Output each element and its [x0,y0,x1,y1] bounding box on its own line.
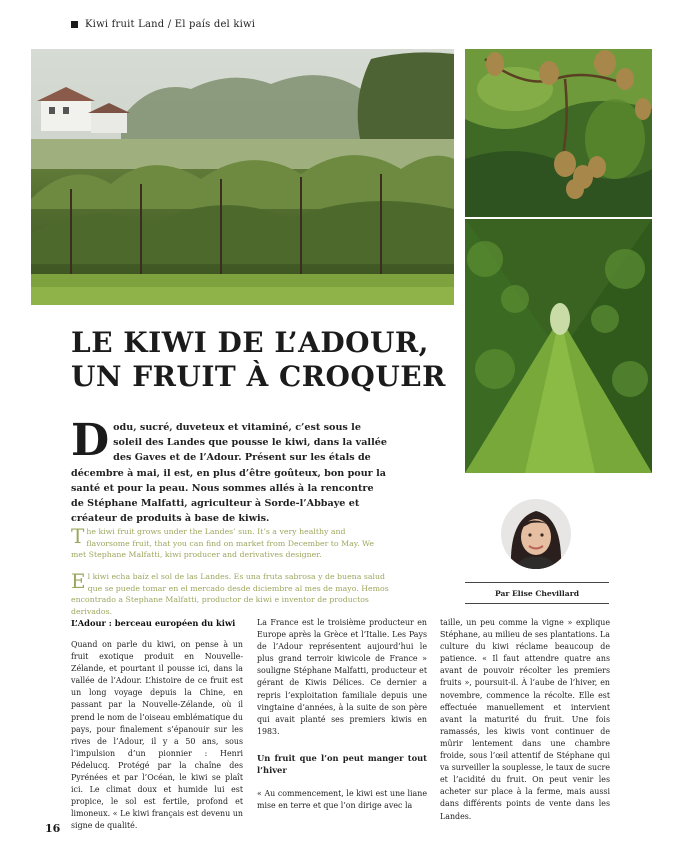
column-2-text: La France est le troisième producteur en Europe après la Grèce et l’Italie. Les Pays de l’Adour représentent aujourd’hui le plus grand terroir kiwicole de France » souligne Stéphane Malfatti, producteur et gérant de Kiwis Délices. Ce dernier a repris l’exploitation familiale depuis une vingtaine d’années, à la suite de son père qui avait planté ses premiers kiwis en 1983. [257,618,427,736]
translation-spanish-text: l kiwi echa baíz el sol de las Landes. Es una fruta sabrosa y de buena salud que se puede tomar en el mercado desde diciembre al mes de mayo. Hemos encontrado a Stephane Malfatti, productor de kiwi e inventor de productos derivados. [71,572,389,616]
column-2-text-continued: « Au commencement, le kiwi est une liane mise en terre et que l’on dirige avec la [257,788,427,811]
column-1 [71,617,243,833]
orchard-landscape-photo [31,49,454,305]
lead-paragraph [71,415,387,526]
column-2 [257,617,427,812]
translation-english-cap: T [71,524,85,548]
column-3 [440,617,610,823]
title-line-1: LE KIWI DE L’ADOUR, [71,326,429,359]
lead-dropcap: D [71,415,110,466]
orchard-alley-photo [465,219,652,473]
translation-spanish-cap: E [71,569,86,593]
page-number: 16 [45,822,61,835]
section-label: Kiwi fruit Land / El país del kiwi [85,19,256,30]
article-title [71,326,451,394]
lead-text: odu, sucré, duveteux et vitaminé, c’est sous le soleil des Landes que pousse le kiwi, dans la vallée des Gaves et de l’Adour. Présent sur les étals de décembre à mai, il est, en plus d’être goûteux, bon pour la santé et pour la peau. Nous sommes allés à la rencontre de Stéphane Malfatti, agriculteur à Sorde-l’Abbaye et créateur de produits à base de kiwis. [71,422,387,525]
column-2-subheading: Un fruit que l’on peut manger tout l’hiver [257,752,427,775]
author-avatar [501,499,571,569]
column-1-heading: L’Adour : berceau européen du kiwi [71,618,236,628]
translation-english-text: he kiwi fruit grows under the Landes’ sun. It’s a very healthy and flavorsome fruit, that you can find on market from December to May. We met Stephane Malfatti, kiwi producer and derivatives designer. [71,527,375,560]
title-line-2: UN FRUIT À CROQUER [71,360,446,393]
column-1-text: Quand on parle du kiwi, on pense à un fruit exotique produit en Nouvelle-Zélande, et pourtant il pousse ici, dans la vallée de l’Adour. L’histoire de ce fruit est un long voyage depuis la Chine, en passant par la Nouvelle-Zélande, où il prend le nom de l’oiseau emblématique du pays, pour finalement s’épanouir sur les rives de l’Adour, il y a 50 ans, sous l’impulsion d’un pionnier : Henri Pédelucq. Protégé par la chaîne des Pyrénées et par l’Océan, le kiwi se plaît ici. Le climat doux et humide lui est propice, le sol est fertile, profond et limoneux. « Le kiwi français est devenu un signe de qualité. [71,640,243,831]
translation-spanish [71,571,389,617]
section-tag [71,19,255,30]
column-3-text: taille, un peu comme la vigne » explique Stéphane, au milieu de ses plantations. La culture du kiwi réclame beaucoup de patience. « Il faut attendre quatre ans avant de pouvoir récolter les premiers fruits », poursuit-il. À l’aube de l’hiver, en novembre, commence la récolte. Elle est effectuée manuellement et intervient avant la maturité du fruit. Une fois ramassés, les kiwis vont continuer de mûrir lentement dans une chambre froide, sous l’œil attentif de Stéphane qui va surveiller la souplesse, le taux de sucre et l’acidité du fruit. On peut venir les acheter sur place à la ferme, mais aussi dans différents points de vente dans les Landes. [440,618,610,821]
translation-english [71,526,389,561]
author-byline: Par Elise Chevillard [465,582,609,604]
section-square-icon [71,21,78,28]
kiwi-fruit-photo [465,49,652,217]
